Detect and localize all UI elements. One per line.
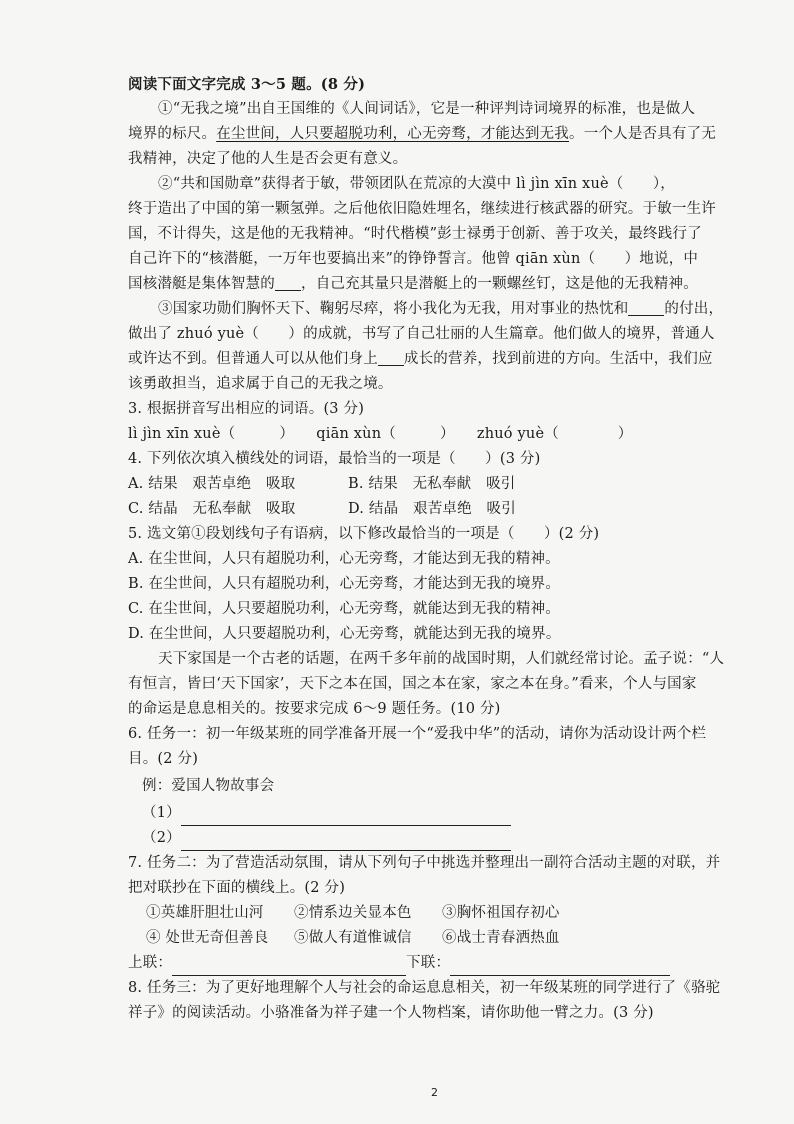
- question-6-answer-2: [128, 826, 720, 851]
- section-heading: 阅读下面文字完成 3～5 题。(8 分): [128, 76, 366, 93]
- passage-text: 。一个人是否具有了无: [569, 126, 717, 142]
- passage: [128, 97, 724, 397]
- option-a[interactable]: A. 结果 艰苦卓绝 吸取: [128, 476, 296, 492]
- passage-p2-line3: 国，不计得失，这是他的无我精神。“时代楷模”彭士禄勇于创新、善于攻关，最终践行了: [128, 226, 702, 242]
- couplet-choice: ④ 处世无奇但善良: [146, 930, 269, 946]
- question-6-stem-line1: 6. 任务一：初一年级某班的同学准备开展一个“爱我中华”的活动，请你为活动设计两个栏: [128, 726, 707, 742]
- passage-p1-line2: [128, 122, 720, 147]
- passage-p3-line1: [128, 297, 724, 322]
- passage-text: 或许达不到。但普通人可以从他们身上: [128, 351, 378, 367]
- item-label: （1）: [142, 805, 181, 821]
- passage-text: ③国家功勋们胸怀天下、鞠躬尽瘁，将小我化为无我，用对事业的热忱和: [158, 301, 629, 317]
- fill-blank[interactable]: [628, 301, 664, 316]
- question-8-stem-line1: 8. 任务三：为了更好地理解个人与社会的命运息息相关，初一年级某班的同学进行了《骆驼: [128, 980, 721, 996]
- lower-couplet-line[interactable]: [450, 961, 670, 976]
- couplet-answer-row: [128, 951, 720, 976]
- underlined-sentence: 在尘世间，人只要超脱功利，心无旁骛，才能达到无我: [216, 126, 570, 142]
- passage-p2-line4: 自己许下的“核潜艇，一万年也要搞出来”的铮铮誓言。他曾 qiān xùn（ ）地说，中: [128, 251, 699, 267]
- question-5-stem: 5. 选文第①段划线句子有语病，以下修改最恰当的一项是（ ）(2 分): [128, 526, 600, 542]
- question-8-stem-line2: 祥子》的阅读活动。小骆准备为祥子建一个人物档案，请你助他一臂之力。(3 分): [128, 1005, 654, 1021]
- couplet-choices-row1: [128, 901, 720, 926]
- question-6-stem-line2: 目。(2 分): [128, 751, 199, 767]
- question-6: [128, 722, 720, 851]
- passage-text: 国核潜艇是集体智慧的: [128, 276, 275, 292]
- upper-couplet-label: 上联：: [128, 955, 173, 971]
- task-intro-line3: 的命运是息息相关的。按要求完成 6～9 题任务。(10 分): [128, 701, 501, 717]
- passage-text: 的付出，: [664, 301, 724, 317]
- question-3: [128, 397, 720, 447]
- question-3-pinyin: lì jìn xīn xuè（ ） qiān xùn（ ） zhuó yuè（ ）: [128, 426, 633, 442]
- passage-p1-line3: 我精神，决定了他的人生是否会更有意义。: [128, 151, 408, 167]
- option-c[interactable]: C. 结晶 无私奉献 吸取: [128, 501, 296, 517]
- passage-text: 境界的标尺。: [128, 126, 217, 142]
- passage-p1-line1: ①“无我之境”出自王国维的《人间词话》，它是一种评判诗词境界的标准，也是做人: [158, 101, 696, 117]
- upper-couplet-line[interactable]: [172, 961, 406, 976]
- passage-p3-line3: [128, 347, 720, 372]
- option-d[interactable]: D. 结晶 艰苦卓绝 吸引: [348, 501, 516, 517]
- exam-content: [128, 72, 725, 1026]
- lower-couplet-label: 下联：: [406, 955, 451, 971]
- task-intro: [128, 647, 725, 722]
- passage-p2-line2: 终于造出了中国的第一颗氢弹。之后他依旧隐姓埋名，继续进行核武器的研究。于敏一生许: [128, 201, 716, 217]
- task-intro-line1: 天下家国是一个古老的话题，在两千多年前的战国时期，人们就经常讨论。孟子说：“人: [158, 651, 725, 667]
- passage-p3-line2: 做出了 zhuó yuè（ ）的成就，书写了自己壮丽的人生篇章。他们做人的境界，普通人: [128, 326, 715, 342]
- question-4-options-row1: [128, 472, 720, 497]
- item-label: （2）: [142, 830, 181, 846]
- task-intro-line2: 有恒言，皆曰‘天下国家’，天下之本在国，国之本在家，家之本在身。”看来，个人与国家: [128, 676, 697, 692]
- passage-text: 成长的营养，找到前进的方向。生活中，我们应: [403, 351, 713, 367]
- question-4-stem: 4. 下列依次填入横线处的词语，最恰当的一项是（ ）(3 分): [128, 451, 541, 467]
- question-4-options-row2: [128, 497, 720, 522]
- couplet-choice: ①英雄肝胆壮山河: [146, 905, 264, 921]
- couplet-choices-row2: [128, 926, 720, 951]
- question-7: [128, 851, 720, 976]
- answer-line[interactable]: [181, 836, 511, 851]
- couplet-choice: ⑤做人有道惟诚信: [294, 930, 412, 946]
- question-3-stem: 3. 根据拼音写出相应的词语。(3 分): [128, 401, 365, 417]
- option-a[interactable]: A. 在尘世间，人只有超脱功利，心无旁骛，才能达到无我的精神。: [128, 551, 560, 567]
- question-7-stem-line2: 把对联抄在下面的横线上。(2 分): [128, 880, 346, 896]
- couplet-choice: ②情系边关显本色: [294, 905, 412, 921]
- passage-p3-line4: 该勇敢担当，追求属于自己的无我之境。: [128, 376, 393, 392]
- answer-line[interactable]: [181, 811, 511, 826]
- question-8: [128, 976, 720, 1026]
- question-5: [128, 522, 720, 647]
- couplet-choice: ③胸怀祖国存初心: [442, 905, 560, 921]
- fill-blank[interactable]: [378, 351, 404, 366]
- question-6-answer-1: [128, 801, 720, 826]
- couplet-choice: ⑥战士青春洒热血: [442, 930, 560, 946]
- option-b[interactable]: B. 在尘世间，人只有超脱功利，心无旁骛，才能达到无我的境界。: [128, 576, 561, 592]
- option-d[interactable]: D. 在尘世间，人只要超脱功利，心无旁骛，就能达到无我的境界。: [128, 626, 561, 642]
- option-b[interactable]: B. 结果 无私奉献 吸引: [348, 476, 516, 492]
- option-c[interactable]: C. 在尘世间，人只要超脱功利，心无旁骛，就能达到无我的精神。: [128, 601, 560, 617]
- passage-p2-line1: ②“共和国勋章”获得者于敏，带领团队在荒凉的大漠中 lì jìn xīn xuè（ ），: [158, 176, 676, 192]
- question-6-example: 例：爱国人物故事会: [142, 778, 275, 794]
- question-7-stem-line1: 7. 任务二：为了营造活动氛围，请从下列句子中挑选并整理出一副符合活动主题的对联，并: [128, 855, 721, 871]
- page-number: 2: [431, 1086, 438, 1099]
- fill-blank[interactable]: [275, 276, 301, 291]
- question-4: [128, 447, 720, 522]
- passage-text: ，自己充其量只是潜艇上的一颗螺丝钉，这是他的无我精神。: [301, 276, 698, 292]
- passage-p2-line5: [128, 272, 720, 297]
